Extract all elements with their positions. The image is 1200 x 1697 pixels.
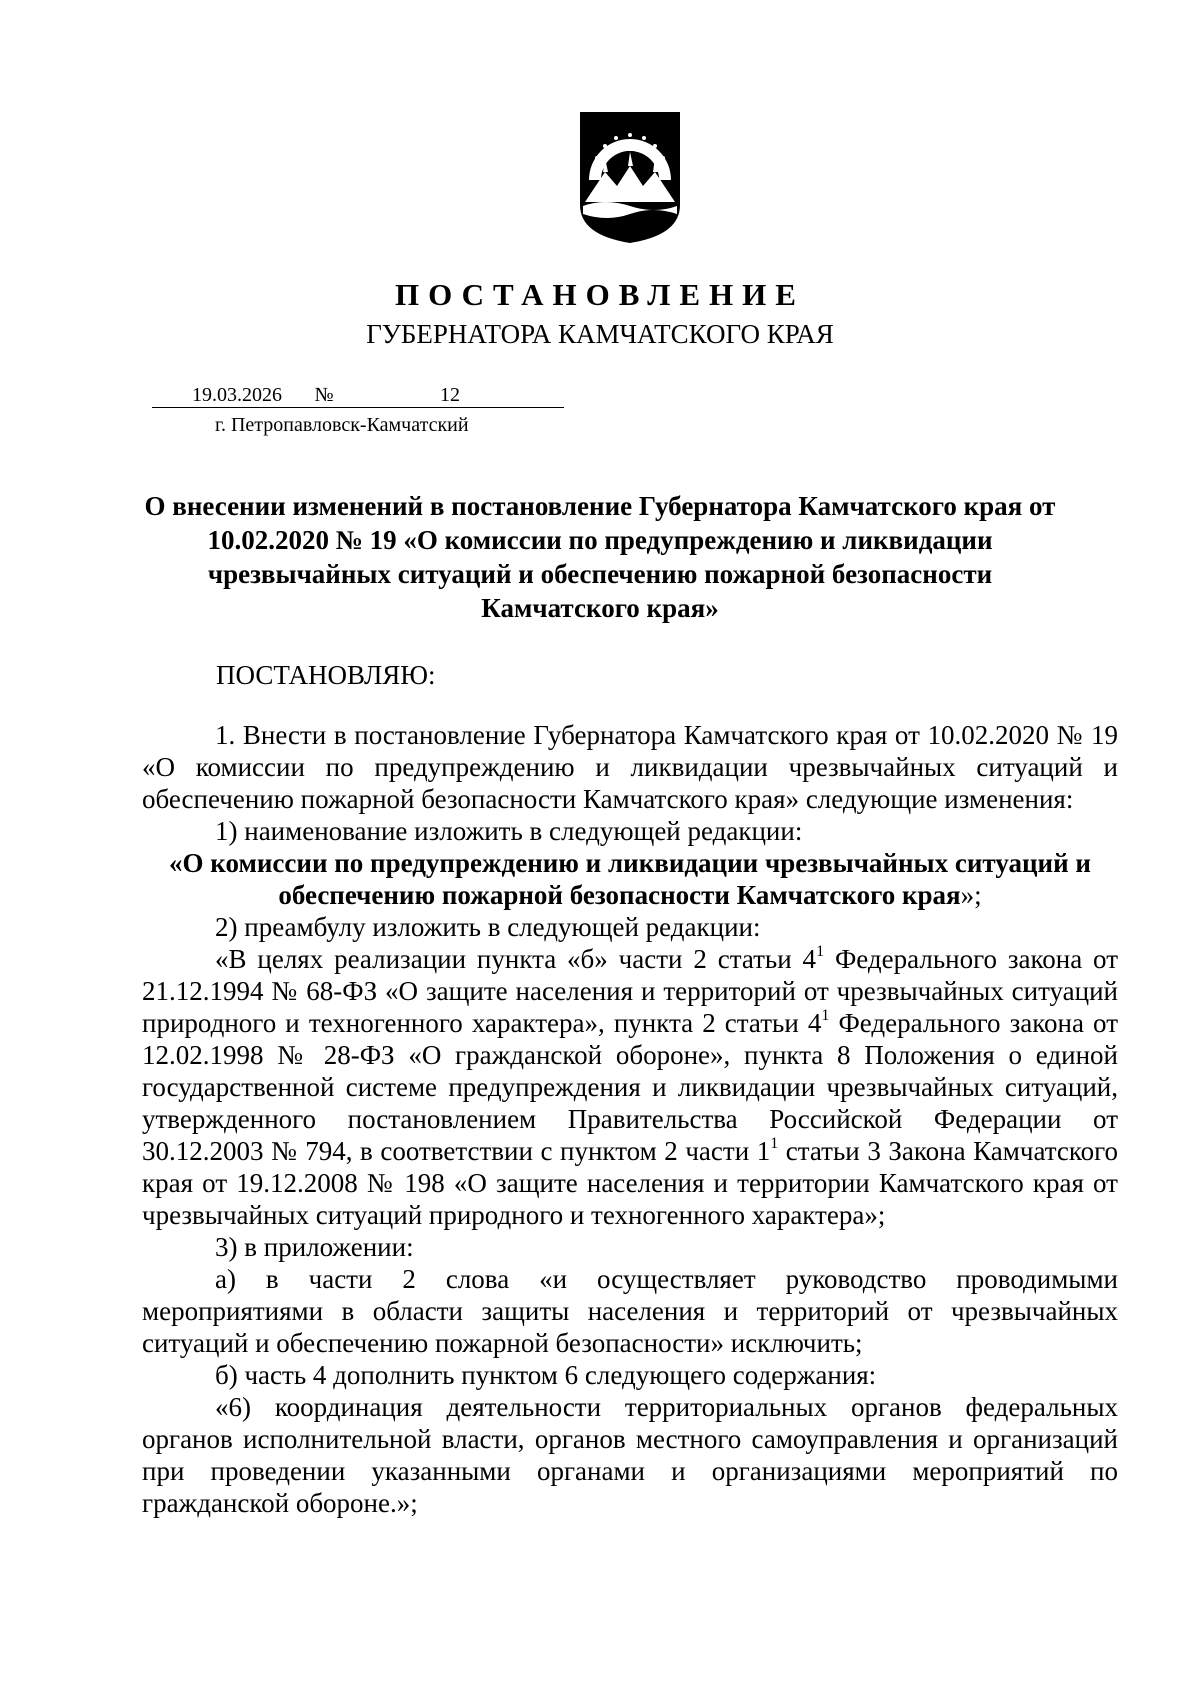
document-title: О внесении изменений в постановление Губернатора Камчатского края от 10.02.2020 № 19 «О комиссии по предупреждению и ликвидации чрезвычайных ситуаций и обеспечению пожарной безопасности Камчатского края» (144, 491, 1056, 623)
preamble-part-a: «В целях реализации пункта «б» части 2 статьи 4 (215, 944, 817, 974)
preamble-part-b: Федерального закона от 21.12.1994 № 68-ФЗ «О защите населения и территорий от чрезвычайных ситуаций природного и техногенного характера», пункта 2 статьи 4 (142, 944, 1118, 1038)
subitem-1: 1) наименование изложить в следующей редакции: (215, 816, 803, 846)
item-1: 1. Внести в постановление Губернатора Камчатского края от 10.02.2020 № 19 «О комиссии по предупреждению и ликвидации чрезвычайных ситуаций и обеспечению пожарной безопасности Камчатского края» следующие изменения: (142, 720, 1118, 814)
coat-of-arms-icon (575, 110, 685, 245)
subitem-2: 2) преамбулу изложить в следующей редакции: (215, 912, 761, 942)
preamble (142, 943, 1118, 1231)
preamble-part-c: Федерального закона от 12.02.1998 № 28-ФЗ «О гражданской обороне», пункта 8 Положения о единой государственной системе предупреждения и ликвидации чрезвычайных ситуаций, утвержденного постановлением Правительства Российской Федерации от 30.12.2003 № 794, в соответствии с пунктом 2 части 1 (142, 1008, 1118, 1166)
superscript: 1 (821, 1007, 830, 1024)
document-body (142, 719, 1118, 1519)
preamble-part-d: статьи 3 Закона Камчатского края от 19.12.2008 № 198 «О защите населения и территории Камчатского края от чрезвычайных ситуаций природного и техногенного характера»; (142, 1136, 1118, 1230)
decree-word: ПОСТАНОВЛЯЮ: (216, 660, 436, 690)
number-label: № (312, 383, 336, 408)
superscript: 1 (816, 943, 825, 960)
registration-line (152, 383, 564, 408)
quote-open: « (169, 848, 183, 878)
document-type: ПОСТАНОВЛЕНИЕ (395, 277, 805, 312)
superscript: 1 (770, 1135, 779, 1152)
subitem-3b: б) часть 4 дополнить пунктом 6 следующего содержания: (215, 1360, 877, 1390)
new-name-text: О комиссии по предупреждению и ликвидации чрезвычайных ситуаций и обеспечению пожарной безопасности Камчатского края (182, 848, 1091, 910)
subitem-3b-text: «6) координация деятельности территориальных органов федеральных органов исполнительной власти, органов местного самоуправления и организаций при проведении указанными органами и организациями мероприятий по гражданской обороне.»; (142, 1392, 1118, 1518)
city: г. Петропавловск-Камчатский (215, 414, 469, 436)
subitem-3a: а) в части 2 слова «и осуществляет руководство проводимыми мероприятиями в области защиты населения и территорий от чрезвычайных ситуаций и обеспечению пожарной безопасности» исключить; (142, 1264, 1118, 1358)
subitem-3: 3) в приложении: (215, 1232, 414, 1262)
issuing-authority: ГУБЕРНАТОРА КАМЧАТСКОГО КРАЯ (366, 319, 834, 349)
document-number: 12 (336, 383, 564, 408)
new-name (142, 847, 1118, 911)
document-date: 19.03.2026 (152, 383, 312, 408)
quote-close: »; (960, 880, 982, 910)
